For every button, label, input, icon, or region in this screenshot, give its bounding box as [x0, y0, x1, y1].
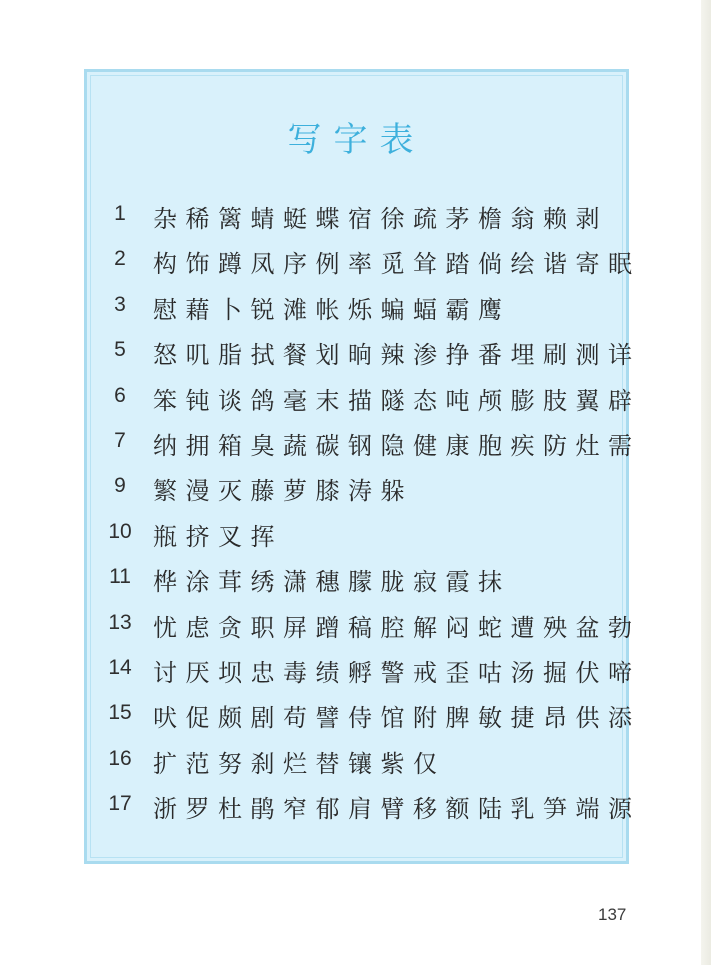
lesson-number: 5	[114, 338, 126, 362]
lesson-number: 10	[108, 519, 132, 543]
lesson-characters: 杂稀篱蜻蜓蝶宿徐疏茅檐翁赖剥	[153, 205, 608, 233]
lesson-number: 13	[108, 610, 132, 634]
lesson-number: 1	[114, 202, 126, 225]
writing-table	[84, 69, 641, 864]
lesson-number: 3	[114, 292, 126, 316]
lesson-characters: 构饰蹲凤序例率觅耸踏倘绘谐寄眠	[153, 250, 641, 279]
table-row	[87, 420, 641, 465]
table-row	[87, 511, 626, 556]
lesson-number: 17	[108, 792, 132, 816]
lesson-characters: 笨钝谈鸽毫末描隧态吨颅膨肢翼辟	[153, 386, 641, 415]
lesson-characters: 瓶挤叉挥	[153, 522, 283, 551]
page-edge	[701, 0, 711, 965]
table-row	[87, 556, 626, 601]
table-row	[87, 238, 641, 283]
table-row	[87, 465, 626, 510]
table-row	[87, 329, 641, 374]
table-title: 写字表	[287, 120, 426, 160]
table-row	[87, 193, 626, 238]
lesson-characters: 讨厌坝忠毒绩孵警戒歪咕汤掘伏啼	[153, 658, 641, 687]
lesson-number: 15	[108, 701, 132, 725]
table-row	[87, 647, 641, 692]
lesson-characters: 纳拥箱臭蔬碳钢隐健康胞疾防灶需	[153, 431, 641, 460]
lesson-number: 6	[114, 383, 126, 407]
table-rows	[87, 193, 641, 828]
table-row	[87, 692, 641, 737]
lesson-number: 9	[114, 474, 126, 498]
lesson-number: 7	[114, 428, 126, 452]
lesson-characters: 忧虑贪职屏蹭稿腔解闷蛇遭殃盆勃	[153, 613, 641, 642]
lesson-characters: 吠促颇剧苟譬侍馆附脾敏捷昂供添	[153, 704, 641, 733]
table-row	[87, 284, 626, 329]
lesson-characters: 桦涂茸绣潇穗朦胧寂霞抹	[153, 568, 511, 597]
lesson-characters: 怒叽脂拭餐划晌辣渗挣番埋刷测详	[153, 341, 641, 370]
table-row	[87, 602, 641, 647]
lesson-characters: 浙罗杜鹃窄郁肩臂移额陆乳笋端源	[153, 795, 641, 824]
lesson-number: 14	[108, 655, 132, 679]
table-row	[87, 783, 641, 828]
table-row	[87, 375, 641, 420]
table-row	[87, 738, 626, 783]
lesson-characters: 繁漫灭藤萝膝涛躲	[153, 477, 413, 506]
lesson-number: 11	[109, 565, 131, 589]
page-number: 137	[598, 905, 627, 924]
lesson-characters: 扩范努刹烂替镶紫仅	[153, 749, 446, 778]
lesson-number: 16	[108, 746, 132, 770]
lesson-characters: 慰藉卜锐滩帐烁蝙蝠霸鹰	[153, 295, 511, 324]
lesson-number: 2	[114, 247, 126, 271]
